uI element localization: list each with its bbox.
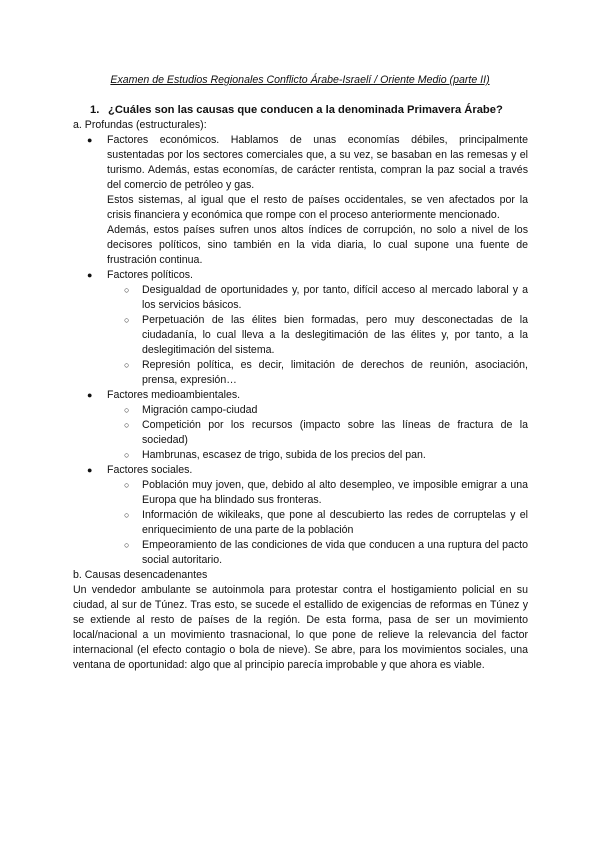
factor-politicos <box>73 268 528 388</box>
filled-bullet-icon: ● <box>87 465 93 475</box>
filled-bullet-icon: ● <box>87 135 93 145</box>
list-item <box>107 283 528 313</box>
list-item <box>107 358 528 388</box>
factors-list <box>73 133 528 568</box>
hollow-bullet-icon: ○ <box>124 510 130 520</box>
list-item <box>107 538 528 568</box>
hollow-bullet-icon: ○ <box>124 315 130 325</box>
list-item <box>107 448 528 463</box>
list-item-text: Competición por los recursos (impacto sobre las líneas de fractura de la sociedad) <box>142 419 528 446</box>
economicos-paragraph-2: Estos sistemas, al igual que el resto de países occidentales, se ven afectados por la crisis financiera y económica que rompe con el proceso anteriormente mencionado. <box>107 194 528 221</box>
hollow-bullet-icon: ○ <box>124 480 130 490</box>
section-a-heading: a. Profundas (estructurales): <box>73 119 207 131</box>
question-number: 1. <box>90 104 100 116</box>
hollow-bullet-icon: ○ <box>124 450 130 460</box>
question-heading <box>90 103 503 118</box>
document-title: Examen de Estudios Regionales Conflicto Árabe-Israelí / Oriente Medio (parte II) <box>110 74 490 86</box>
list-item <box>107 403 528 418</box>
factor-sociales <box>73 463 528 568</box>
economicos-paragraph-1: Factores económicos. Hablamos de unas economías débiles, principalmente sustentadas por los sectores comerciales que, a su vez, se basaban en las remesas y el turismo. Además, estas economías, de carácter rentista, compran la paz social a través del comercio de petróleo y gas. <box>107 134 528 191</box>
question-text: ¿Cuáles son las causas que conducen a la denominada Primavera Árabe? <box>108 104 503 116</box>
list-item <box>107 508 528 538</box>
section-b-body: Un vendedor ambulante se autoinmola para protestar contra el hostigamiento policial en su ciudad, al sur de Túnez. Tras esto, se sucede el estallido de exigencias de reformas en Túnez y se extiende al resto de países de la región. De esta forma, pasa de ser un movimiento local/nacional a un movimiento trasnacional, lo que pone de relieve la relevancia del factor internacional (el efecto contagio o bola de nieve). Se abre, para los movimientos sociales, una ventana de oportunidad: algo que al principio parecía improbable y que ahora es viable. <box>73 584 528 671</box>
section-b-heading: b. Causas desencadenantes <box>73 569 208 581</box>
list-item-text: Perpetuación de las élites bien formadas, pero muy desconectadas de la ciudadanía, lo cual lleva a la deslegitimación de las élites y, por tanto, a la deslegitimación del sistema. <box>142 314 528 356</box>
hollow-bullet-icon: ○ <box>124 420 130 430</box>
hollow-bullet-icon: ○ <box>124 540 130 550</box>
sociales-label: Factores sociales. <box>107 464 193 476</box>
medioambientales-sublist <box>107 403 528 463</box>
list-item-text: Represión política, es decir, limitación de derechos de reunión, asociación, prensa, expresión… <box>142 359 528 386</box>
list-item <box>107 478 528 508</box>
factor-economicos <box>73 133 528 268</box>
list-item <box>107 313 528 358</box>
politicos-label: Factores políticos. <box>107 269 193 281</box>
answer-content <box>73 118 528 673</box>
list-item-text: Población muy joven, que, debido al alto desempleo, ve imposible emigrar a una Europa que ha blindado sus fronteras. <box>142 479 528 506</box>
sociales-sublist <box>107 478 528 568</box>
filled-bullet-icon: ● <box>87 390 93 400</box>
list-item-text: Información de wikileaks, que pone al descubierto las redes de corruptelas y el enriquecimiento de una parte de la población <box>142 509 528 536</box>
list-item-text: Empeoramiento de las condiciones de vida que conducen a una ruptura del pacto social autoritario. <box>142 539 528 566</box>
list-item-text: Hambrunas, escasez de trigo, subida de los precios del pan. <box>142 449 426 461</box>
list-item-text: Migración campo-ciudad <box>142 404 258 416</box>
medioambientales-label: Factores medioambientales. <box>107 389 241 401</box>
politicos-sublist <box>107 283 528 388</box>
economicos-paragraph-3: Además, estos países sufren unos altos índices de corrupción, no solo a nivel de los decisores políticos, sino también en la vida diaria, lo cual supone una fuente de frustración continua. <box>107 224 528 266</box>
filled-bullet-icon: ● <box>87 270 93 280</box>
hollow-bullet-icon: ○ <box>124 405 130 415</box>
factor-medioambientales <box>73 388 528 463</box>
list-item <box>107 418 528 448</box>
list-item-text: Desigualdad de oportunidades y, por tanto, difícil acceso al mercado laboral y a los servicios básicos. <box>142 284 528 311</box>
hollow-bullet-icon: ○ <box>124 360 130 370</box>
hollow-bullet-icon: ○ <box>124 285 130 295</box>
